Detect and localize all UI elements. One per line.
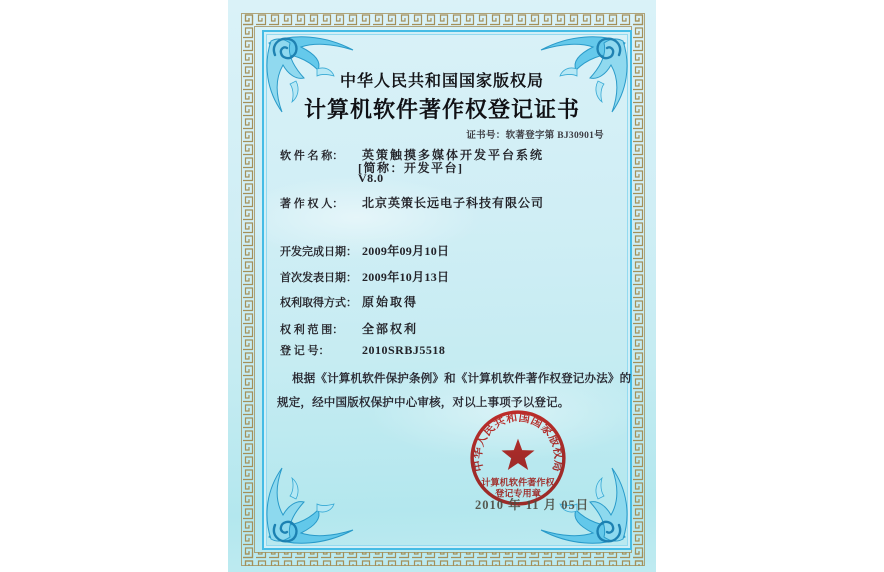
field-label: 开发完成日期： xyxy=(280,246,357,258)
issuing-authority-title: 中华人民共和国国家版权局 xyxy=(339,73,544,90)
field-label: 登 记 号： xyxy=(280,345,330,357)
field-label: 软 件 名 称： xyxy=(280,150,344,162)
field-registration-number xyxy=(280,341,620,359)
field-first-publish-date xyxy=(280,268,620,286)
certificate-page xyxy=(228,0,656,572)
field-value: 2009年09月10日 xyxy=(362,244,450,258)
field-value: 原始取得 xyxy=(362,295,419,309)
field-label: 首次发表日期： xyxy=(280,272,357,284)
software-version: V8.0 xyxy=(358,171,384,185)
field-dev-complete-date xyxy=(280,242,620,260)
field-copyright-owner xyxy=(280,194,620,212)
issue-date: 2010 年 11 月 05日 xyxy=(475,498,590,512)
field-label: 权利取得方式： xyxy=(280,297,357,309)
certificate-number: 证书号：软著登字第 BJ30901号 xyxy=(466,131,604,141)
field-rights-scope xyxy=(280,320,620,338)
field-label: 权 利 范 围： xyxy=(280,324,344,336)
seal-arc-text: 中华人民共和国国家版权局 xyxy=(471,411,565,473)
field-value: 全部权利 xyxy=(362,322,419,336)
seal-text-line2: 登记专用章 xyxy=(495,488,541,499)
star-icon xyxy=(501,439,534,470)
certificate-title: 计算机软件著作权登记证书 xyxy=(303,97,580,122)
corner-flourish-bottom-left xyxy=(265,467,365,547)
statement-line-1: 根据《计算机软件保护条例》和《计算机软件著作权登记办法》的 xyxy=(292,373,632,385)
statement-line-2: 规定，经中国版权保护中心审核，对以上事项予以登记。 xyxy=(277,397,570,409)
field-value: 北京英策长远电子科技有限公司 xyxy=(362,196,545,210)
software-short-name: [简称：开发平台] xyxy=(358,161,464,175)
seal-text-line1: 计算机软件著作权 xyxy=(481,477,555,488)
field-value: 2010SRBJ5518 xyxy=(362,343,446,357)
field-rights-acquisition xyxy=(280,293,620,311)
field-value: 2009年10月13日 xyxy=(362,270,450,284)
field-value: 英策触摸多媒体开发平台系统 xyxy=(362,148,545,162)
field-label: 著 作 权 人： xyxy=(280,198,344,210)
